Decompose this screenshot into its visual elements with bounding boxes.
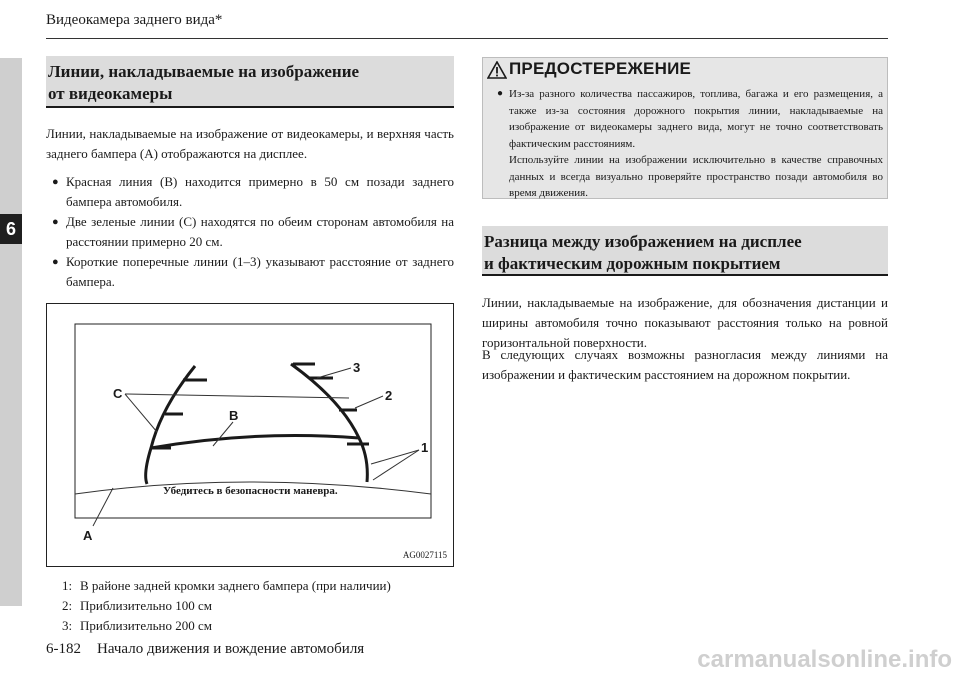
label-A: A bbox=[83, 528, 93, 543]
watermark: carmanualsonline.info bbox=[697, 646, 952, 673]
page-footer bbox=[46, 641, 364, 658]
footer-chapter-title: Начало движения и вождение автомобиля bbox=[97, 641, 365, 657]
section-heading-line1: Линии, накладываемые на изображение bbox=[48, 62, 360, 81]
bullet-item: ● Красная линия (B) находится примерно в 50 см позади заднего бампера автомобиля. bbox=[54, 172, 454, 212]
warning-box bbox=[482, 57, 888, 199]
camera-diagram bbox=[47, 304, 455, 568]
label-C: C bbox=[113, 386, 123, 401]
legend-item: 2: Приблизительно 100 см bbox=[62, 598, 212, 613]
section-heading-line2: от видеокамеры bbox=[48, 84, 173, 103]
section-heading-display-difference bbox=[482, 226, 888, 276]
legend-item: 1: В районе задней кромки заднего бампера (при наличии) bbox=[62, 578, 391, 593]
figure-code: AG0027115 bbox=[402, 550, 447, 560]
figure-legend bbox=[62, 576, 454, 636]
section-heading-line2: и фактическим дорожным покрытием bbox=[484, 254, 781, 273]
camera-display-figure bbox=[46, 303, 454, 567]
chapter-side-tab bbox=[0, 58, 22, 606]
difference-paragraph-2: В следующих случаях возможны разногласия между линиями на изображении и фактическим расстоянием на дорожном покрытии. bbox=[482, 347, 888, 382]
warning-body bbox=[497, 86, 883, 202]
warning-text-2: Используйте линии на изображении исключительно в качестве справочных данных и всегда визуально проверяйте пространство позади автомобиля во время движения. bbox=[509, 154, 883, 199]
label-B: B bbox=[229, 408, 239, 423]
page-header-title: Видеокамера заднего вида* bbox=[46, 12, 223, 28]
warning-triangle-icon bbox=[487, 61, 507, 79]
header-rule bbox=[46, 38, 888, 39]
page-number: 6-182 bbox=[46, 641, 81, 657]
intro-paragraph: Линии, накладываемые на изображение от видеокамеры, и верхняя часть заднего бампера (A) отображаются на дисплее. bbox=[46, 126, 454, 161]
section-heading-overlay-lines bbox=[46, 56, 454, 108]
warning-text-1: ● Из-за разного количества пассажиров, топлива, багажа и его размещения, а также из-за состояния дорожного покрытия линии, накладываемые на изображение от видеокамеры заднего вида, могут не точно соответствовать фактическим расстояниям. bbox=[497, 86, 883, 152]
label-1: 1 bbox=[421, 440, 429, 455]
bullet-item: ● Короткие поперечные линии (1–3) указывают расстояние от заднего бампера. bbox=[54, 252, 454, 292]
label-2: 2 bbox=[385, 388, 393, 403]
legend-item: 3: Приблизительно 200 см bbox=[62, 618, 212, 633]
bullet-item: ● Две зеленые линии (C) находятся по обеим сторонам автомобиля на расстоянии примерно 20 см. bbox=[54, 212, 454, 252]
bullet-list bbox=[54, 172, 454, 292]
difference-paragraph-1: Линии, накладываемые на изображение, для обозначения дистанции и ширины автомобиля точно показывают расстояния только на ровной горизонтальной поверхности. bbox=[482, 295, 888, 350]
screen-safety-message: Убедитесь в безопасности маневра. bbox=[163, 485, 338, 497]
chapter-number: 6 bbox=[0, 214, 22, 244]
label-3: 3 bbox=[353, 360, 361, 375]
section-heading-line1: Разница между изображением на дисплее bbox=[484, 232, 802, 251]
warning-header bbox=[483, 58, 887, 82]
warning-title: ПРЕДОСТЕРЕЖЕНИЕ bbox=[509, 59, 692, 78]
